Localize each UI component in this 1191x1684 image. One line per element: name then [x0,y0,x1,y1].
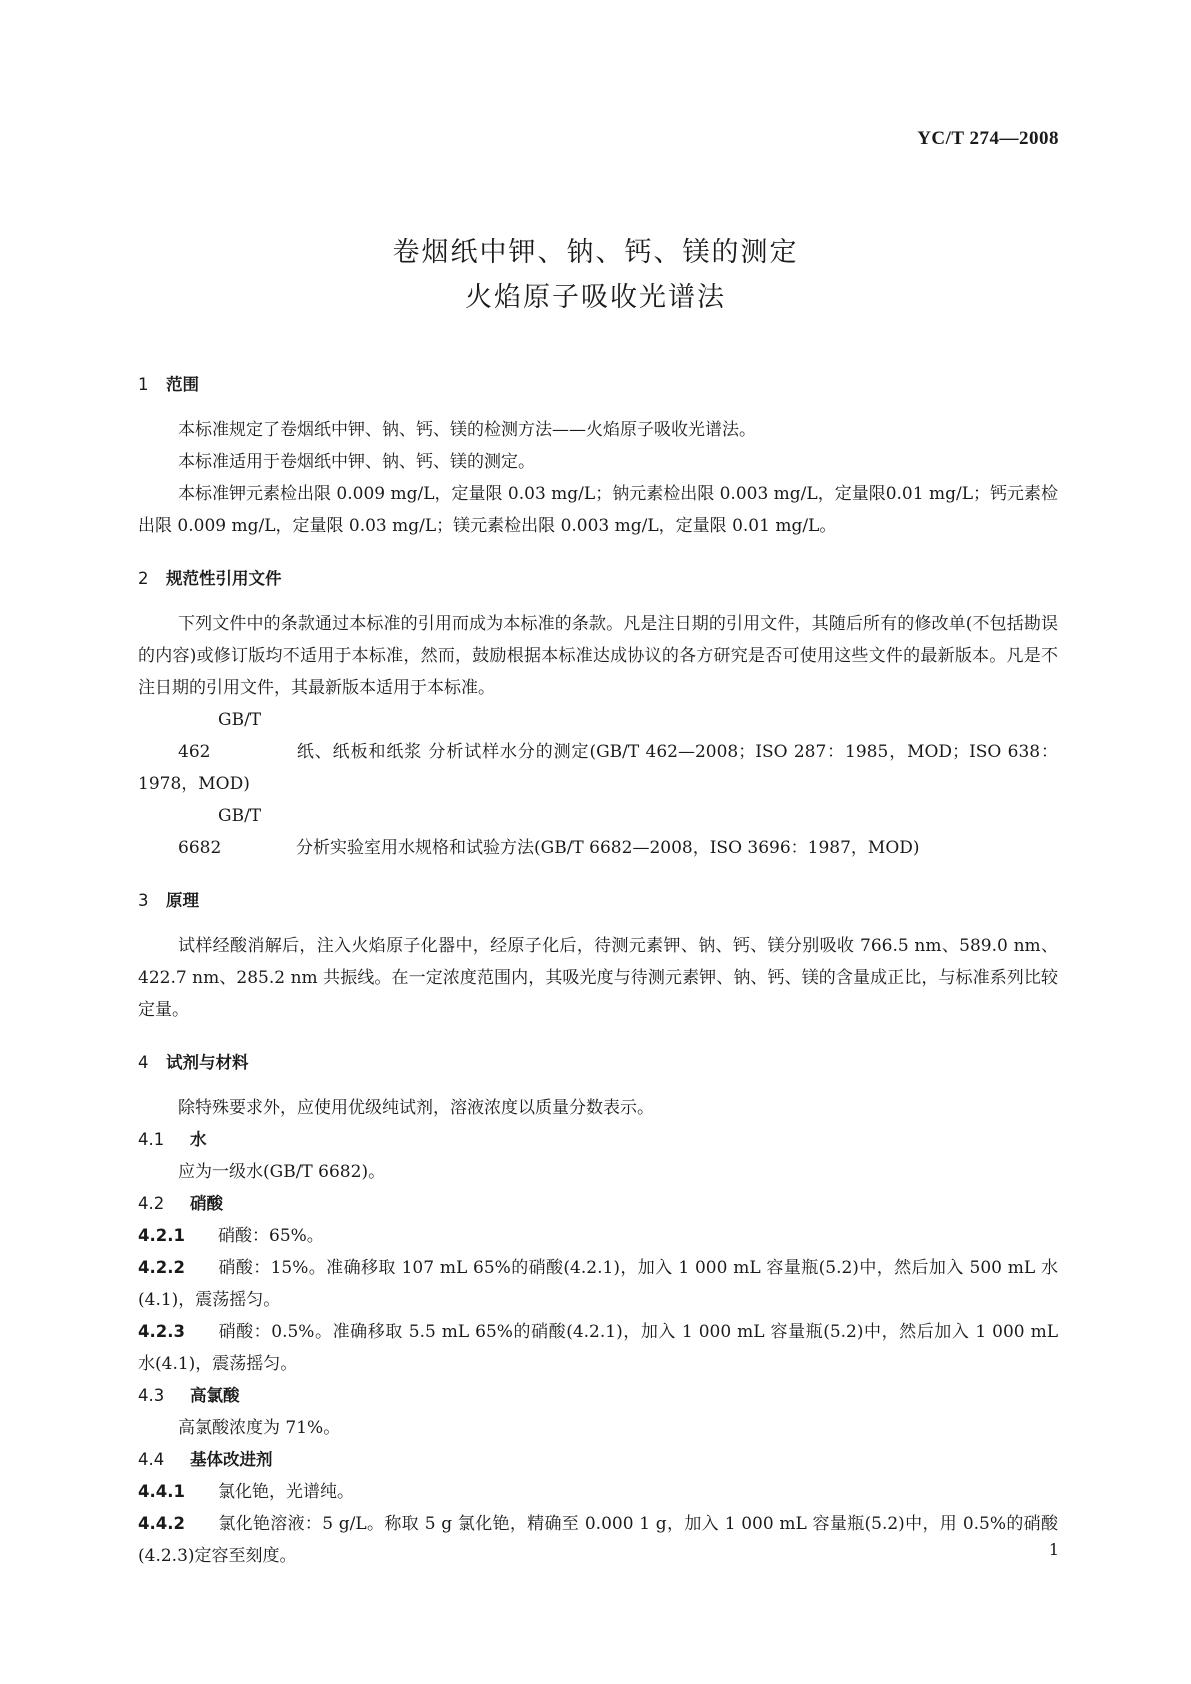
section-number: 3 [138,891,149,910]
subsection-number: 4.4 [138,1450,165,1469]
section-title: 规范性引用文件 [166,569,282,588]
section-title: 试剂与材料 [166,1053,249,1072]
subsection-number: 4.3 [138,1386,165,1405]
subsection-heading [138,1444,1058,1476]
clause-number: 4.4.2 [138,1514,185,1533]
clause-text: 硝酸：65%。 [218,1226,324,1246]
subsection-title: 水 [190,1130,207,1149]
reference-text: 分析实验室用水规格和试验方法(GB/T 6682—2008，ISO 3696：1987，MOD) [296,838,920,858]
clause-text: 氯化铯，光谱纯。 [218,1482,354,1502]
subsection-number: 4.1 [138,1130,165,1149]
subsection-number: 4.2 [138,1194,165,1213]
section-heading-1 [138,370,1058,400]
section-heading-2 [138,564,1058,594]
title-line-1: 卷烟纸中钾、钠、钙、镁的测定 [392,237,799,268]
clause-number: 4.2.3 [138,1322,185,1341]
reference-entry [138,800,1058,864]
subsection-title: 高氯酸 [190,1386,240,1405]
subsection-heading [138,1380,1058,1412]
clause [138,1508,1058,1572]
paragraph: 高氯酸浓度为 71%。 [178,1418,341,1438]
reference-entry [138,704,1058,800]
clause [138,1316,1058,1380]
standard-code: YC/T 274—2008 [917,128,1059,149]
paragraph: 下列文件中的条款通过本标准的引用而成为本标准的条款。凡是注日期的引用文件，其随后所有的修改单(不包括勘误的内容)或修订版均不适用于本标准，然而，鼓励根据本标准达成协议的各方研究是否可使用这些文件的最新版本。凡是不注日期的引用文件，其最新版本适用于本标准。 [138,614,1058,698]
section-heading-4 [138,1048,1058,1078]
section-number: 4 [138,1053,149,1072]
paragraph: 本标准钾元素检出限 0.009 mg/L，定量限 0.03 mg/L；钠元素检出限 0.003 mg/L，定量限0.01 mg/L；钙元素检出限 0.009 mg/L，定量限 0.03 mg/L；镁元素检出限 0.003 mg/L，定量限 0.01 mg/L。 [138,484,1058,536]
paragraph: 本标准适用于卷烟纸中钾、钠、钙、镁的测定。 [178,452,535,472]
reference-text: 纸、纸板和纸浆 分析试样水分的测定(GB/T 462—2008；ISO 287：1985，MOD；ISO 638：1978，MOD) [138,742,1058,794]
reference-code: GB/T 462 [178,710,262,762]
subsection-heading [138,1188,1058,1220]
document-body [138,370,1058,1572]
section-title: 范围 [166,375,199,394]
clause [138,1220,1058,1252]
paragraph: 本标准规定了卷烟纸中钾、钠、钙、镁的检测方法——火焰原子吸收光谱法。 [178,420,756,440]
section-number: 2 [138,569,149,588]
clause-text: 硝酸：15%。准确移取 107 mL 65%的硝酸(4.2.1)，加入 1 000 mL 容量瓶(5.2)中，然后加入 500 mL 水(4.1)，震荡摇匀。 [138,1258,1058,1310]
paragraph: 应为一级水(GB/T 6682)。 [178,1162,386,1182]
clause-number: 4.4.1 [138,1482,185,1501]
section-heading-3 [138,886,1058,916]
clause-number: 4.2.2 [138,1258,185,1277]
paragraph: 试样经酸消解后，注入火焰原子化器中，经原子化后，待测元素钾、钠、钙、镁分别吸收 766.5 nm、589.0 nm、422.7 nm、285.2 nm 共振线。在一定浓度范围内，其吸光度与待测元素钾、钠、钙、镁的含量成正比，与标准系列比较定量。 [138,936,1058,1020]
subsection-title: 硝酸 [190,1194,223,1213]
clause-text: 硝酸：0.5%。准确移取 5.5 mL 65%的硝酸(4.2.1)，加入 1 000 mL 容量瓶(5.2)中，然后加入 1 000 mL 水(4.1)，震荡摇匀。 [138,1322,1058,1374]
clause [138,1252,1058,1316]
reference-code: GB/T 6682 [178,806,262,858]
title-line-2: 火焰原子吸收光谱法 [465,282,726,313]
subsection-heading [138,1124,1058,1156]
section-title: 原理 [166,891,199,910]
page-number: 1 [1048,1540,1059,1559]
section-number: 1 [138,375,149,394]
paragraph: 除特殊要求外，应使用优级纯试剂，溶液浓度以质量分数表示。 [178,1098,654,1118]
clause-text: 氯化铯溶液：5 g/L。称取 5 g 氯化铯，精确至 0.000 1 g，加入 1 000 mL 容量瓶(5.2)中，用 0.5%的硝酸(4.2.3)定容至刻度。 [138,1514,1058,1566]
subsection-title: 基体改进剂 [190,1450,273,1469]
clause [138,1476,1058,1508]
clause-number: 4.2.1 [138,1226,185,1245]
